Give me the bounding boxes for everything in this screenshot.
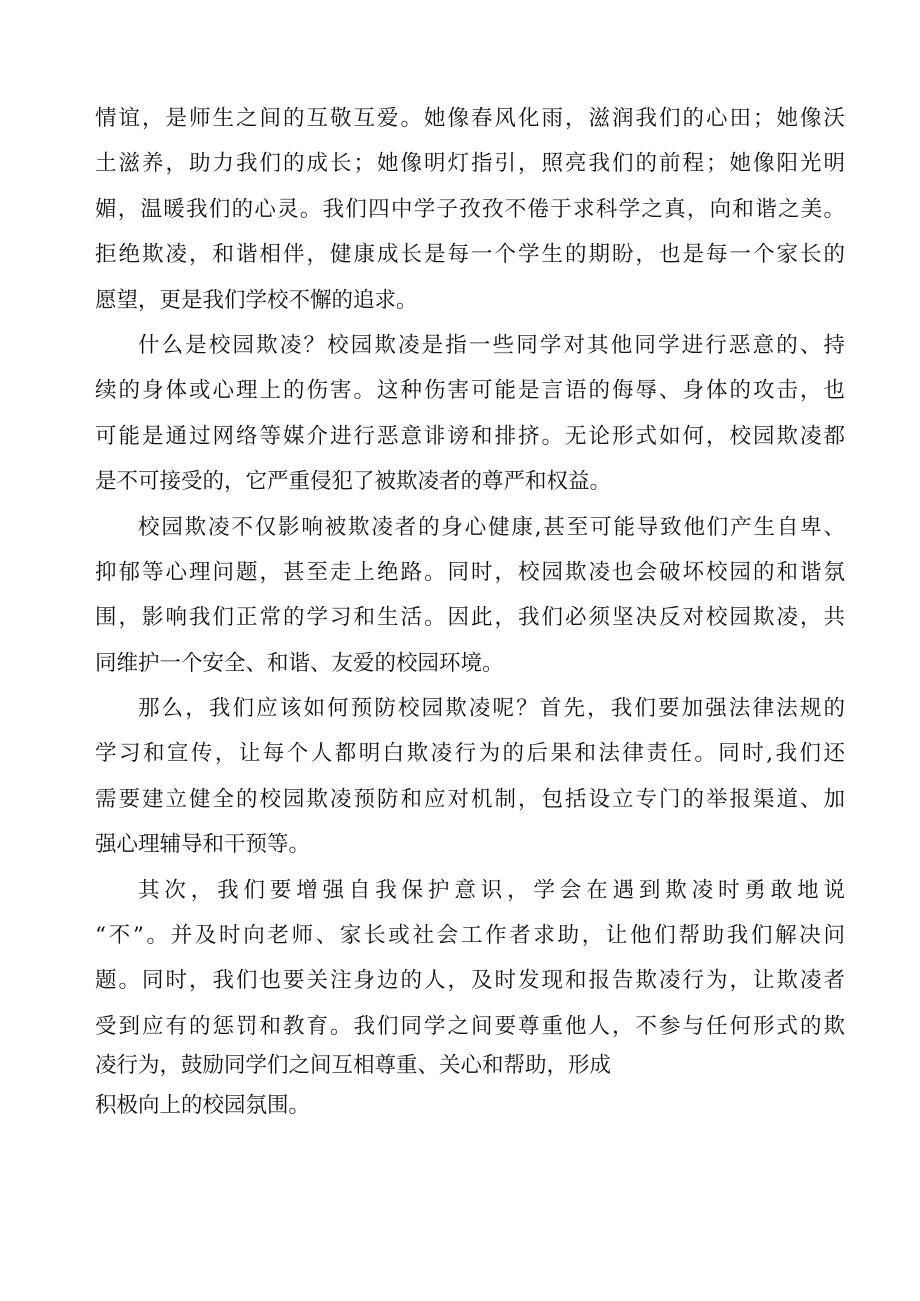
text-line: 校园欺凌不仅影响被欺凌者的身心健康,甚至可能导致他们产生自卑、 — [138, 514, 845, 540]
text-line: 什么是校园欺凌？校园欺凌是指一些同学对其他同学进行恶意的、持 — [138, 332, 845, 358]
text-line: 强心理辅导和干预等。 — [95, 832, 311, 858]
text-line: 媚，温暖我们的心灵。我们四中学子孜孜不倦于求科学之真，向和谐之美。 — [95, 196, 845, 222]
paragraph — [95, 505, 845, 687]
text-line: 愿望，更是我们学校不懈的追求。 — [95, 287, 418, 313]
text-line: 可能是通过网络等媒介进行恶意诽谤和排挤。无论形式如何，校园欺凌都 — [95, 423, 845, 449]
document-body — [95, 96, 845, 1129]
text-line: “不”。并及时向老师、家长或社会工作者求助，让他们帮助我们解决问 — [95, 923, 845, 949]
text-line: 抑郁等心理问题，甚至走上绝路。同时，校园欺凌也会破坏校园的和谐氛 — [95, 559, 845, 585]
text-line: 题。同时，我们也要关注身边的人，及时发现和报告欺凌行为，让欺凌者 — [95, 968, 845, 994]
text-line: 凌行为，鼓励同学们之间互相尊重、关心和帮助，形成 — [95, 1053, 612, 1079]
paragraph — [95, 686, 845, 868]
text-line: 那么，我们应该如何预防校园欺凌呢？首先，我们要加强法律法规的 — [138, 696, 845, 722]
text-line: 围，影响我们正常的学习和生活。因此，我们必须坚决反对校园欺凌，共 — [95, 605, 845, 631]
text-line: 土滋养，助力我们的成长；她像明灯指引，照亮我们的前程；她像阳光明 — [95, 151, 845, 177]
paragraph — [95, 323, 845, 505]
text-line: 其次，我们要增强自我保护意识，学会在遇到欺凌时勇敢地说 — [138, 877, 845, 903]
paragraph — [95, 96, 845, 323]
paragraph — [95, 868, 845, 1129]
text-line: 是不可接受的，它严重侵犯了被欺凌者的尊严和权益。 — [95, 469, 612, 495]
text-line: 拒绝欺凌，和谐相伴，健康成长是每一个学生的期盼，也是每一个家长的 — [95, 242, 845, 268]
text-line: 需要建立健全的校园欺凌预防和应对机制，包括设立专门的举报渠道、加 — [95, 786, 845, 812]
text-line: 受到应有的惩罚和教育。我们同学之间要尊重他人，不参与任何形式的欺 — [95, 1013, 845, 1039]
text-line: 情谊，是师生之间的互敬互爱。她像春风化雨，滋润我们的心田；她像沃 — [95, 106, 845, 131]
text-line: 积极向上的校园氛围。 — [95, 1093, 311, 1119]
text-line: 同维护一个安全、和谐、友爱的校园环境。 — [95, 650, 504, 676]
text-line: 续的身体或心理上的伤害。这种伤害可能是言语的侮辱、身体的攻击，也 — [95, 378, 845, 404]
text-line: 学习和宣传，让每个人都明白欺凌行为的后果和法律责任。同时,我们还 — [95, 741, 845, 767]
